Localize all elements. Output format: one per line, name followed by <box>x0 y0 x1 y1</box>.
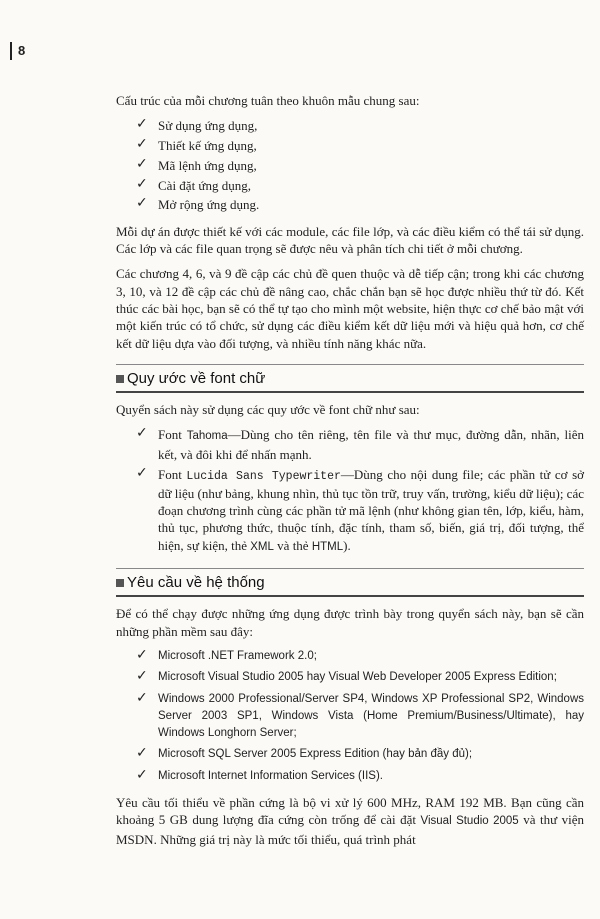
section-heading-text: Yêu cầu về hệ thống <box>127 574 265 592</box>
list-item-text: Microsoft Internet Information Services (IIS). <box>158 769 383 782</box>
structure-intro: Cấu trúc của mỗi chương tuân theo khuôn mẫu chung sau: <box>116 93 420 108</box>
square-bullet-icon <box>116 579 124 587</box>
page-marker <box>10 42 12 60</box>
checkmark-icon: ✓ <box>136 136 148 153</box>
list-item <box>136 177 584 194</box>
list-item <box>136 669 584 686</box>
requirements-list <box>116 648 584 785</box>
list-item <box>136 768 584 785</box>
fonts-intro: Quyển sách này sử dụng các quy ước về font chữ như sau: <box>116 402 420 418</box>
checkmark-icon: ✓ <box>136 766 148 783</box>
list-item <box>136 196 584 213</box>
list-item-text: Microsoft .NET Framework 2.0; <box>158 649 317 662</box>
list-item-text: Mã lệnh ứng dụng, <box>158 157 257 173</box>
checkmark-icon: ✓ <box>136 646 148 663</box>
paragraph-chapters: Các chương 4, 6, và 9 đề cập các chủ đề quen thuộc và dễ tiếp cận; trong khi các chương 3, 10, và 12 đề cập các chủ đề nâng cao, chắc chắn bạn sẽ học được nhiều thứ từ đó. Kết thúc các bài học, bạn sẽ có thể tự tạo cho mình một website, hiện thực cơ chế bảo mật với một kiến trúc có tổ chức, sử dụng các điều kiểm kết dữ liệu mới và hiệu quả hơn, cơ chế kết dữ liệu dựa vào đối tượng, và nhiều tính năng khác nữa. <box>116 266 584 351</box>
list-item <box>136 466 584 556</box>
list-item <box>136 648 584 665</box>
hardware-text-cont: và thư viện MSDN. Những giá trị này là mức tối thiểu, quá trình phát <box>116 812 584 847</box>
hardware-paragraph <box>116 794 584 848</box>
font-name-lucida: Lucida Sans Typewriter <box>186 469 341 483</box>
paragraph-modules: Mỗi dự án được thiết kế với các module, các file lớp, và các điều kiểm có thể tái sử dụng. Các lớp và các file quan trọng sẽ được nêu và phân tích chi tiết ở mỗi chương. <box>116 223 584 257</box>
checkmark-icon: ✓ <box>136 155 148 172</box>
structure-list <box>116 117 584 213</box>
list-item <box>136 117 584 134</box>
html-term: HTML <box>311 540 344 553</box>
list-item-text: Microsoft Visual Studio 2005 hay Visual Web Developer 2005 Express Edition; <box>158 671 557 684</box>
section-heading-requirements <box>116 568 584 597</box>
visual-studio-term: Visual Studio 2005 <box>420 815 519 828</box>
list-item-text: Cài đặt ứng dụng, <box>158 177 251 193</box>
checkmark-icon: ✓ <box>136 668 148 685</box>
font-description-end: ). <box>343 537 351 553</box>
checkmark-icon: ✓ <box>136 689 148 706</box>
font-name-tahoma: Tahoma <box>186 430 228 443</box>
list-item-text: Windows 2000 Professional/Server SP4, Windows XP Professional SP2, Windows Server 2003 SP1, Windows Vista (Home Premium/Business/Ultimate), hay Windows Longhorn Server; <box>158 692 584 740</box>
requirements-intro: Để có thể chạy được những ứng dụng được trình bày trong quyển sách này, bạn sẽ cần những phần mềm sau đây: <box>116 606 584 639</box>
fonts-list <box>116 426 584 556</box>
font-prefix: Font <box>158 466 187 482</box>
list-item <box>136 426 584 463</box>
checkmark-icon: ✓ <box>136 116 148 133</box>
font-prefix: Font <box>158 427 187 443</box>
font-description-cont: và thẻ <box>273 537 312 553</box>
font-description: —Dùng cho tên riêng, tên file và thư mục, đường dẫn, nhãn, liên kết, và đôi khi để nhấn mạnh. <box>158 427 584 462</box>
list-item-text: Sử dụng ứng dụng, <box>158 118 258 134</box>
list-item <box>136 157 584 174</box>
checkmark-icon: ✓ <box>136 175 148 192</box>
checkmark-icon: ✓ <box>136 464 148 481</box>
xml-term: XML <box>250 540 274 553</box>
list-item <box>136 691 584 743</box>
page-number: 8 <box>18 43 26 58</box>
list-item <box>136 137 584 154</box>
hardware-text: Yêu cầu tối thiểu về phần cứng là bộ vi xử lý 600 MHz, RAM 192 MB. Bạn cũng cần khoảng 5 GB dung lượng đĩa cứng còn trống để cài đặt <box>116 795 584 828</box>
checkmark-icon: ✓ <box>136 745 148 762</box>
list-item-text: Mở rộng ứng dụng. <box>158 197 260 213</box>
square-bullet-icon <box>116 375 124 383</box>
checkmark-icon: ✓ <box>136 425 148 442</box>
section-heading-text: Quy ước về font chữ <box>127 369 266 387</box>
list-item-text: Thiết kế ứng dụng, <box>158 138 257 154</box>
page-content <box>116 92 584 856</box>
font-description: —Dùng cho nội dung file; các phần tử cơ sở dữ liệu (như bảng, khung nhìn, thủ tục tồn trữ, truy vấn, trường, kiểu dữ liệu); các đoạn chương trình cùng các phần tử mã lệnh (như không gian tên, lớp, kiểu, hàm, thủ tục, phương thức, thuộc tính, đặc tính, tham số, biến, giá trị, đối tượng, thể hiện, sự kiện, thẻ <box>158 466 585 553</box>
section-heading-fonts <box>116 364 584 393</box>
list-item <box>136 746 584 763</box>
checkmark-icon: ✓ <box>136 195 148 212</box>
list-item-text: Microsoft SQL Server 2005 Express Edition (hay bản đầy đủ); <box>158 748 473 761</box>
